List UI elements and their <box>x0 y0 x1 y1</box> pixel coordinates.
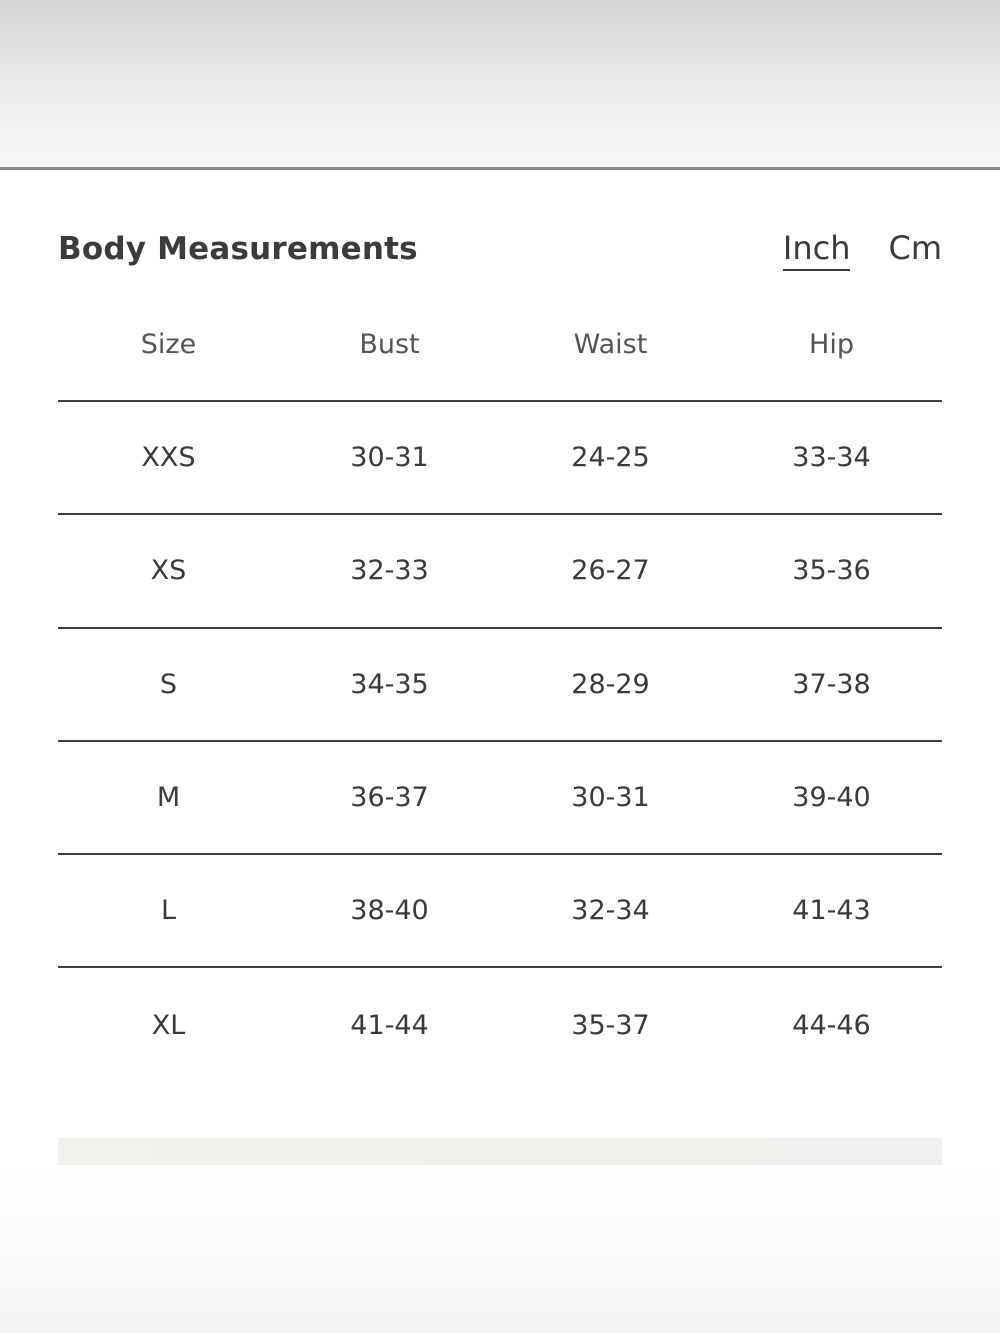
hip-cell: 41-43 <box>792 895 871 927</box>
page-title: Body Measurements <box>58 231 418 267</box>
table-row <box>58 742 942 855</box>
table-row <box>58 855 942 968</box>
bust-cell: 38-40 <box>350 895 429 927</box>
size-cell: S <box>159 668 178 700</box>
bust-cell: 30-31 <box>350 442 429 474</box>
table-row <box>58 968 942 1081</box>
hip-cell: 37-38 <box>792 668 871 700</box>
waist-cell: 26-27 <box>571 555 650 587</box>
table-row <box>58 515 942 628</box>
waist-cell: 28-29 <box>571 668 650 700</box>
size-cell: XS <box>150 555 187 587</box>
size-table <box>58 288 942 1082</box>
table-row <box>58 402 942 515</box>
unit-inch-tab[interactable]: Inch <box>783 229 851 271</box>
bottom-shade <box>0 1165 1000 1333</box>
footer-bar <box>58 1138 942 1165</box>
column-header-bust: Bust <box>359 328 420 360</box>
unit-toggle <box>783 229 942 271</box>
bust-cell: 34-35 <box>350 668 429 700</box>
waist-cell: 24-25 <box>571 442 650 474</box>
waist-cell: 32-34 <box>571 895 650 927</box>
waist-cell: 35-37 <box>571 1009 650 1041</box>
column-header-waist: Waist <box>573 328 648 360</box>
size-cell: M <box>156 782 181 814</box>
top-divider <box>0 167 1000 170</box>
hip-cell: 33-34 <box>792 442 871 474</box>
hip-cell: 35-36 <box>792 555 871 587</box>
hip-cell: 44-46 <box>792 1009 871 1041</box>
size-cell: XXS <box>141 442 196 474</box>
table-row <box>58 629 942 742</box>
measurements-header <box>58 225 942 277</box>
bust-cell: 36-37 <box>350 782 429 814</box>
unit-cm-tab[interactable]: Cm <box>888 229 942 267</box>
top-shade <box>0 0 1000 168</box>
size-cell: L <box>160 895 177 927</box>
hip-cell: 39-40 <box>792 782 871 814</box>
column-header-size: Size <box>140 328 197 360</box>
size-cell: XL <box>151 1009 186 1041</box>
bust-cell: 41-44 <box>350 1009 429 1041</box>
table-header-row <box>58 288 942 402</box>
waist-cell: 30-31 <box>571 782 650 814</box>
bust-cell: 32-33 <box>350 555 429 587</box>
column-header-hip: Hip <box>809 328 854 360</box>
